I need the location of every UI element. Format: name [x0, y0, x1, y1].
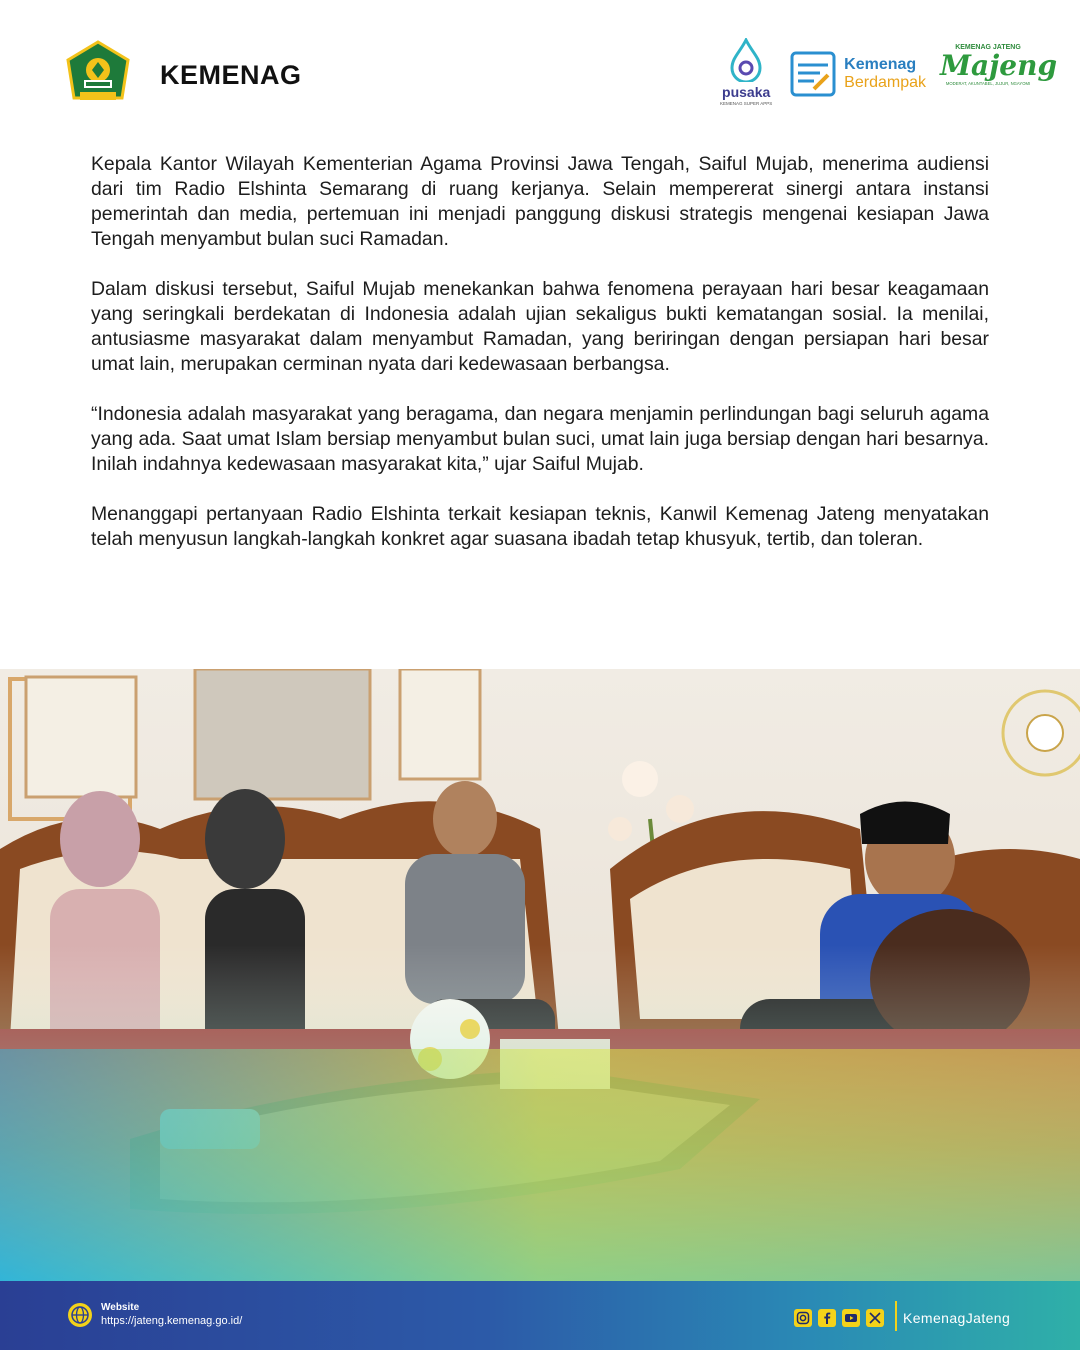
footer-divider — [895, 1301, 897, 1331]
majeng-word: Majeng — [940, 49, 1058, 82]
youtube-icon[interactable] — [842, 1309, 860, 1327]
globe-icon — [68, 1303, 92, 1327]
facebook-icon[interactable] — [818, 1309, 836, 1327]
berdampak-line2: Berdampak — [844, 74, 926, 91]
social-handle[interactable]: KemenagJateng — [903, 1310, 1011, 1326]
article-paragraph: Dalam diskusi tersebut, Saiful Mujab menekankan bahwa fenomena perayaan hari besar keagamaan yang seringkali berdekatan di Indonesia adalah ujian sekaligus bukti kematangan sosial. Ia menilai, antusiasme masyarakat dalam menyambut Ramadan, yang beriringan dengan persiapan hari besar umat lain, merupakan cerminan nyata dari kedewasaan berbangsa. — [91, 278, 989, 375]
instagram-icon[interactable] — [794, 1309, 812, 1327]
article-paragraph: Kepala Kantor Wilayah Kementerian Agama Provinsi Jawa Tengah, Saiful Mujab, menerima audiensi dari tim Radio Elshinta Semarang di ruang kerjanya. Selain mempererat sinergi antara instansi pemerintah dan media, pertemuan ini menjadi panggung diskusi strategis mengenai kesiapan Jawa Tengah menyambut bulan suci Ramadan. — [91, 153, 989, 250]
article-paragraph: Menanggapi pertanyaan Radio Elshinta terkait kesiapan teknis, Kanwil Kemenag Jateng menyatakan telah menyusun langkah-langkah konkret agar suasana ibadah tetap khusyuk, tertib, dan toleran. — [91, 503, 989, 550]
berdampak-line1: Kemenag — [844, 56, 917, 73]
pusaka-drop-icon — [730, 38, 762, 82]
pusaka-sublabel: KEMENAG SUPER APPS — [720, 101, 773, 106]
pusaka-logo — [716, 38, 776, 110]
brand-name: KEMENAG — [160, 60, 302, 90]
partner-logos — [716, 38, 1058, 110]
social-icons — [794, 1309, 884, 1327]
footer — [0, 1281, 1080, 1350]
article-paragraph: “Indonesia adalah masyarakat yang beragama, dan negara menjamin perlindungan bagi seluruh agama yang ada. Saat umat Islam bersiap menyambut bulan suci, umat lain juga bersiap dengan hari besarnya. Inilah indahnya kedewasaan masyarakat kita,” ujar Saiful Mujab. — [91, 403, 989, 475]
website-url-link[interactable]: https://jateng.kemenag.go.id/ — [101, 1315, 243, 1327]
berdampak-mark-icon — [790, 51, 836, 97]
kemenag-berdampak-logo — [790, 51, 926, 97]
header — [0, 0, 1080, 130]
meeting-photo — [0, 669, 1080, 1281]
website-label: Website — [101, 1302, 140, 1313]
pusaka-label: pusaka — [722, 84, 771, 100]
article-body — [91, 152, 989, 577]
majeng-top-label: KEMENAG JATENG — [955, 44, 1021, 51]
majeng-bottom-label: MODERAT, AKUNTABEL, JUJUR, NGAYOMI — [945, 81, 1031, 86]
x-icon[interactable] — [866, 1309, 884, 1327]
kemenag-jateng-majeng-logo — [940, 44, 1058, 104]
kemenag-emblem-logo — [62, 40, 134, 112]
